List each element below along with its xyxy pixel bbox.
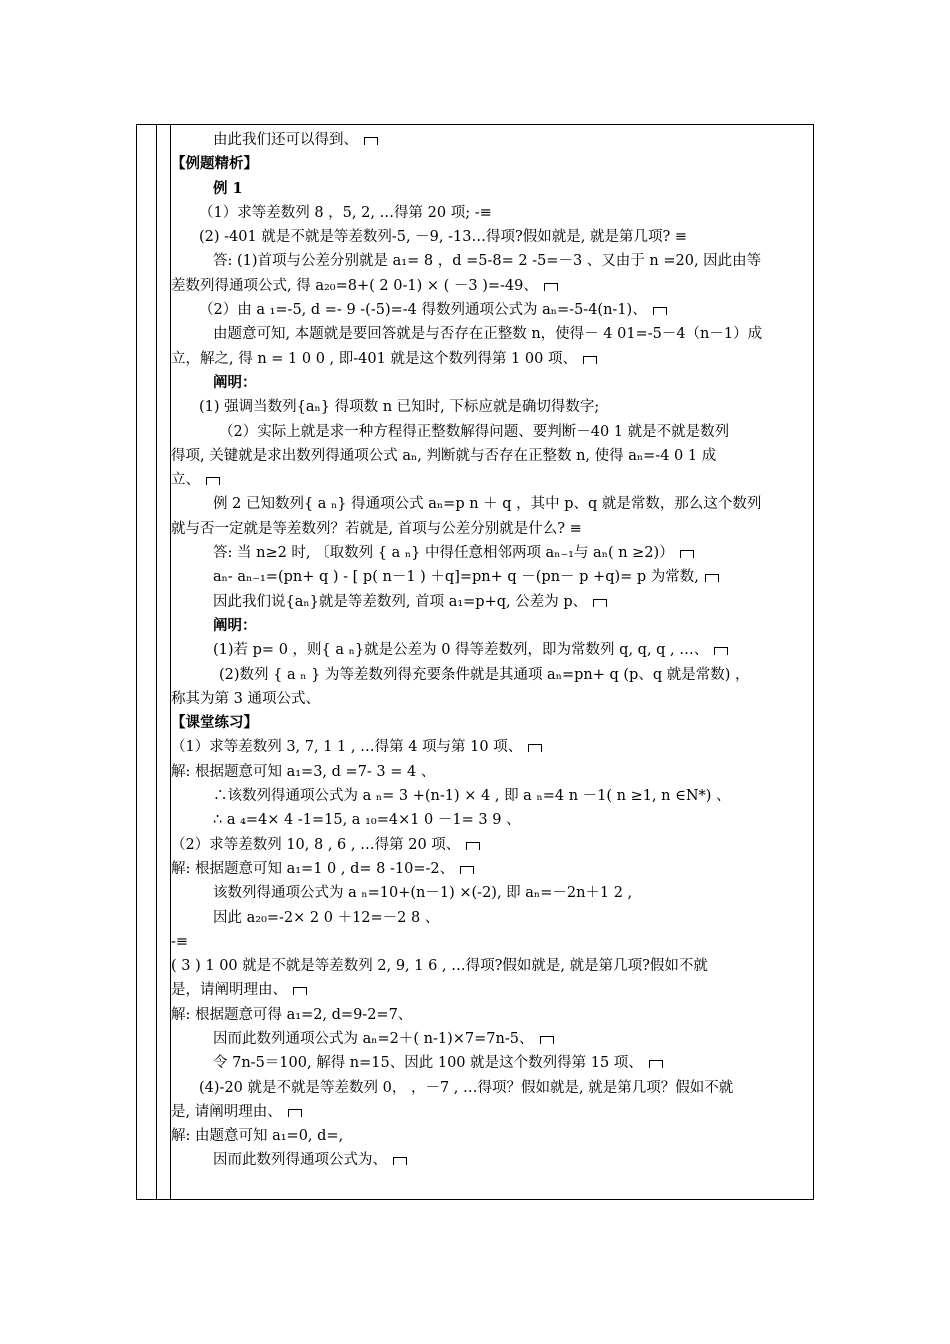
text-line (171, 906, 811, 930)
text-line (171, 298, 811, 322)
line-text: 就与否一定就是等差数列？若就是, 首项与公差分别就是什么? ≡ (171, 520, 582, 537)
line-text: 例 2 已知数列{ a ₙ} 得通项公式 aₙ=p n ＋ q ，其中 p、q 就是常数，那么这个数列 (213, 496, 762, 513)
paragraph-mark-icon (544, 283, 558, 291)
paragraph-mark-icon (393, 1157, 407, 1165)
text-line (171, 808, 811, 832)
text-line (171, 784, 811, 808)
text-line (171, 954, 811, 978)
text-line (171, 565, 811, 589)
line-text: aₙ- aₙ₋₁=(pn+ q ) - [ p( n－1 ) ＋q]=pn+ q －(pn－ p +q)= p 为常数, (213, 569, 699, 586)
paragraph-mark-icon (583, 356, 597, 364)
text-line (171, 833, 811, 857)
line-text: 解: 根据题意可知 a₁=3, d =7- 3 = 4 、 (171, 763, 436, 780)
line-text: 答: (1)首项与公差分别就是 a₁= 8 ，d =5-8= 2 -5=－3 、又由于 n =20, 因此由等 (213, 253, 762, 270)
line-text: 立，解之, 得 n = 1 0 0 , 即-401 就是这个数列得第 1 00 项、 (171, 350, 577, 367)
line-text: 解: 根据题意可得 a₁=2, d=9-2=7、 (171, 1006, 413, 1023)
line-text: (1)若 p= 0 ，则{ a ₙ}就是公差为 0 得等差数列，即为常数列 q, q, q , …、 (213, 642, 709, 659)
paragraph-mark-icon (288, 1109, 302, 1117)
line-text: 称其为第 3 通项公式、 (171, 690, 320, 707)
text-line (171, 468, 811, 492)
text-line (171, 347, 811, 371)
line-text: (2) -401 就是不就是等差数列-5, －9, -13…得项?假如就是, 就是第几项? ≡ (199, 229, 687, 246)
line-text: 因而此数列得通项公式为、 (213, 1152, 387, 1169)
text-line (171, 1148, 811, 1172)
text-line (171, 687, 811, 711)
text-line (171, 1051, 811, 1075)
line-text: (2)数列 { a ₙ } 为等差数列得充要条件就是其通项 aₙ=pn+ q (p、q 就是常数) ， (219, 666, 750, 683)
inner-border-left (156, 125, 157, 1199)
text-line (171, 1124, 811, 1148)
text-line (171, 638, 811, 662)
line-text: 因而此数列通项公式为 aₙ=2＋( n-1)×7=7n-5、 (213, 1030, 534, 1047)
text-line (171, 128, 811, 152)
line-text: 得项, 关键就是求出数列得通项公式 aₙ, 判断就与否存在正整数 n, 使得 aₙ=-4 0 1 成 (171, 447, 717, 464)
line-text: 因此 a₂₀=-2× 2 0 ＋12=－2 8 、 (213, 909, 440, 926)
text-line (171, 444, 811, 468)
paragraph-mark-icon (364, 137, 378, 145)
text-line (171, 663, 811, 687)
line-text: 差数列得通项公式, 得 a₂₀=8+( 2 0-1) × ( －3 )=-49、 (171, 277, 538, 294)
text-line (171, 541, 811, 565)
paragraph-mark-icon (460, 866, 474, 874)
line-text: 立、 (171, 472, 200, 489)
text-line (171, 201, 811, 225)
line-text: -≡ (171, 933, 189, 950)
paragraph-mark-icon (466, 842, 480, 850)
text-line (171, 760, 811, 784)
line-text: （2）实际上就是求一种方程得正整数解得问题、要判断－40 1 就是不就是数列 (219, 423, 730, 440)
document-body (171, 128, 811, 1173)
line-text: ∴ a ₄=4× 4 -1=15, a ₁₀=4×1 0 －1= 3 9 、 (213, 812, 521, 829)
line-text: 例 1 (213, 179, 243, 197)
text-line (171, 371, 811, 395)
text-line (171, 322, 811, 346)
text-line (171, 1100, 811, 1124)
line-text: 令 7n-5＝100, 解得 n=15、因此 100 就是这个数列得第 15 项、 (213, 1055, 643, 1072)
text-line (171, 395, 811, 419)
line-text: 是, 请阐明理由、 (171, 1103, 282, 1120)
text-line (171, 517, 811, 541)
text-line (171, 420, 811, 444)
text-line (171, 614, 811, 638)
paragraph-mark-icon (528, 744, 542, 752)
paragraph-mark-icon (649, 1060, 663, 1068)
text-line (171, 177, 811, 201)
text-line (171, 978, 811, 1002)
line-text: (1) 强调当数列{aₙ} 得项数 n 已知时, 下标应就是确切得数字; (199, 399, 600, 416)
line-text: （1）求等差数列 8 ，5, 2, …得第 20 项; -≡ (199, 204, 492, 221)
paragraph-mark-icon (653, 307, 667, 315)
text-line (171, 711, 811, 735)
line-text: 由题意可知, 本题就是要回答就是与否存在正整数 n，使得－ 4 01=-5－4（n－1）成 (213, 326, 763, 343)
text-line (171, 1003, 811, 1027)
text-line (171, 274, 811, 298)
line-text: 答: 当 n≥2 时, 〔取数列 { a ₙ} 中得任意相邻两项 aₙ₋₁与 aₙ( n ≥2)） (213, 545, 674, 562)
text-line (171, 249, 811, 273)
paragraph-mark-icon (593, 599, 607, 607)
line-text: （2）求等差数列 10, 8 , 6 , …得第 20 项、 (171, 836, 461, 853)
paragraph-mark-icon (540, 1036, 554, 1044)
line-text: 【课堂练习】 (171, 714, 258, 732)
line-text: 因此我们说{aₙ}就是等差数列, 首项 a₁=p+q, 公差为 p、 (213, 593, 588, 610)
text-line (171, 152, 811, 176)
line-text: (4)-20 就是不就是等差数列 0， ，－7 , …得项？假如就是, 就是第几项？假如不就 (199, 1079, 734, 1096)
paragraph-mark-icon (705, 574, 719, 582)
line-text: 解: 由题意可知 a₁=0, d=, (171, 1128, 344, 1145)
line-text: （2）由 a ₁=-5, d =- 9 -(-5)=-4 得数列通项公式为 aₙ=-5-4(n-1)、 (199, 302, 647, 319)
text-line (171, 881, 811, 905)
line-text: 该数列得通项公式为 a ₙ=10+(n－1) ×(-2), 即 aₙ=－2n＋1 2 , (213, 885, 633, 902)
text-line (171, 492, 811, 516)
line-text: ∴该数列得通项公式为 a ₙ= 3 +(n-1) × 4 , 即 a ₙ=4 n －1( n ≥1, n ∈N*) 、 (213, 788, 731, 805)
line-text: 【例题精析】 (171, 155, 258, 173)
text-line (171, 857, 811, 881)
line-text: 阐明： (213, 373, 257, 391)
line-text: 解: 根据题意可知 a₁=1 0 , d= 8 -10=-2、 (171, 860, 455, 877)
paragraph-mark-icon (206, 477, 220, 485)
text-line (171, 930, 811, 954)
paragraph-mark-icon (293, 987, 307, 995)
line-text: 是，请阐明理由、 (171, 982, 287, 999)
text-line (171, 1076, 811, 1100)
paragraph-mark-icon (714, 647, 728, 655)
text-line (171, 1027, 811, 1051)
line-text: 阐明： (213, 616, 257, 634)
line-text: （1）求等差数列 3, 7, 1 1 , …得第 4 项与第 10 项、 (171, 739, 523, 756)
line-text: ( 3 ) 1 00 就是不就是等差数列 2, 9, 1 6 , …得项?假如就是, 就是第几项?假如不就 (171, 958, 708, 975)
text-line (171, 590, 811, 614)
text-line (171, 225, 811, 249)
text-line (171, 735, 811, 759)
paragraph-mark-icon (680, 550, 694, 558)
line-text: 由此我们还可以得到、 (213, 132, 358, 148)
